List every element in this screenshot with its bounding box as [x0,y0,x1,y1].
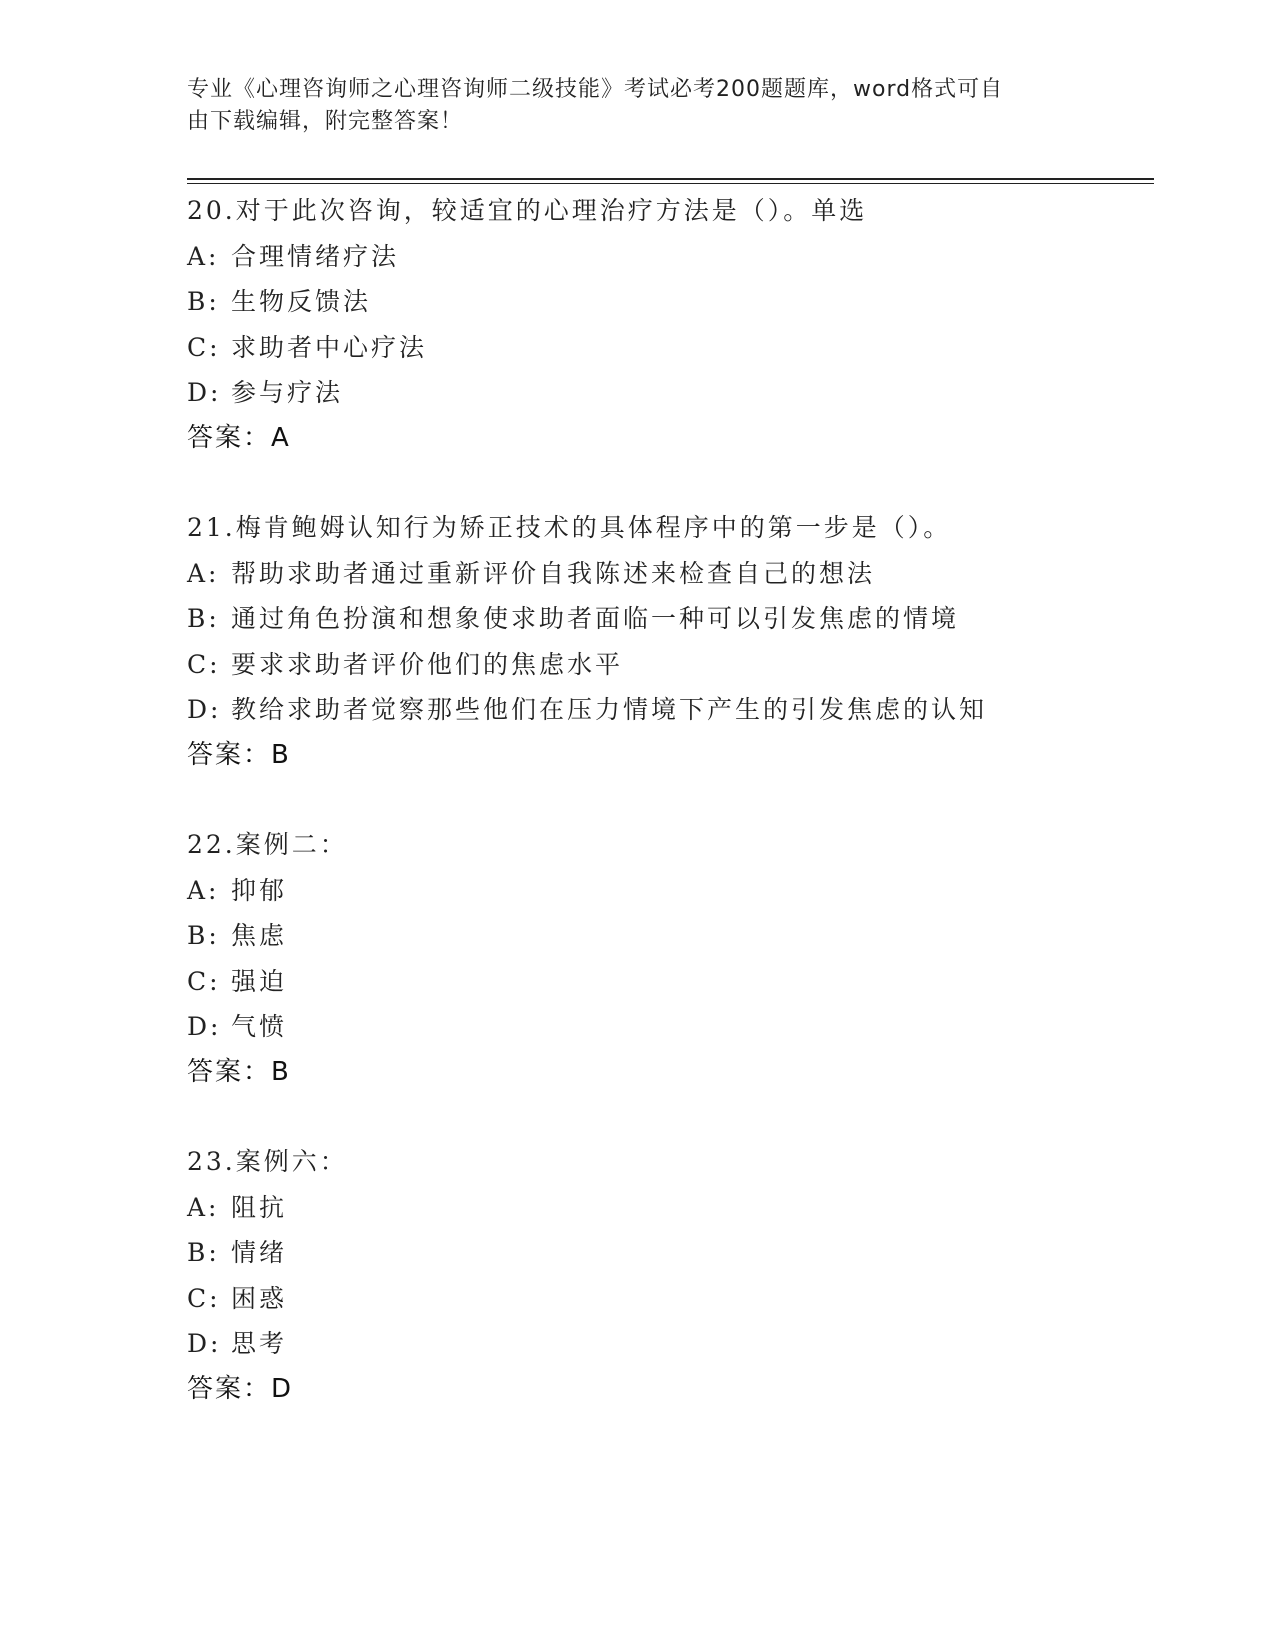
header-line-1: 专业《心理咨询师之心理咨询师二级技能》考试必考200题题库，word格式可自 [187,77,1004,102]
header-line-2: 由下载编辑，附完整答案！ [187,109,464,134]
option-text: 教给求助者觉察那些他们在压力情境下产生的引发焦虑的认知 [231,695,988,724]
option-letter: C: [187,332,221,362]
question-21 [187,505,1167,778]
answer-line: 答案：B [187,739,291,770]
header-divider-thin [187,183,1154,184]
header-divider-thick [187,178,1154,180]
option-letter: D: [187,695,222,724]
option-text: 情绪 [231,1238,288,1267]
option-text: 焦虑 [231,921,288,950]
option-letter: B: [187,1238,220,1267]
option-d [187,687,1167,733]
option-d [187,370,1167,416]
document-header [187,74,1067,138]
answer-line: 答案：A [187,422,291,453]
option-b [187,596,1167,642]
option-b [187,1230,1167,1276]
option-letter: A: [187,1192,220,1222]
option-b [187,913,1167,959]
option-text: 通过角色扮演和想象使求助者面临一种可以引发焦虑的情境 [231,604,960,633]
option-text: 抑郁 [231,875,288,905]
question-stem: 23.案例六： [187,1147,348,1176]
option-letter: A: [187,875,220,905]
option-letter: B: [187,921,220,950]
option-letter: A: [187,558,220,588]
option-letter: C: [187,1283,221,1313]
option-a [187,234,1167,280]
option-letter: D: [187,378,222,407]
answer-line: 答案：B [187,1056,291,1087]
option-text: 强迫 [231,966,288,996]
option-text: 生物反馈法 [231,287,372,316]
option-b [187,279,1167,325]
option-a [187,551,1167,597]
option-text: 合理情绪疗法 [231,241,400,271]
option-c [187,325,1167,371]
option-letter: B: [187,287,220,316]
option-letter: B: [187,604,220,633]
option-text: 思考 [231,1329,288,1358]
option-text: 困惑 [231,1283,288,1313]
option-d [187,1321,1167,1367]
option-c [187,959,1167,1005]
question-list [187,188,1167,1456]
option-letter: A: [187,241,220,271]
option-c [187,1276,1167,1322]
option-letter: C: [187,649,221,679]
question-stem: 20.对于此次咨询，较适宜的心理治疗方法是（）。单选 [187,196,868,225]
question-stem: 21.梅肯鲍姆认知行为矫正技术的具体程序中的第一步是（）。 [187,513,952,542]
option-letter: D: [187,1329,222,1358]
option-text: 参与疗法 [231,378,344,407]
option-text: 气愤 [231,1012,288,1041]
option-letter: D: [187,1012,222,1041]
option-d [187,1004,1167,1050]
option-a [187,868,1167,914]
option-letter: C: [187,966,221,996]
option-text: 阻抗 [231,1192,288,1222]
option-a [187,1185,1167,1231]
question-22 [187,822,1167,1095]
option-text: 要求求助者评价他们的焦虑水平 [231,649,624,679]
answer-line: 答案：D [187,1373,294,1404]
option-text: 求助者中心疗法 [231,332,428,362]
option-text: 帮助求助者通过重新评价自我陈述来检查自己的想法 [231,558,876,588]
question-stem: 22.案例二： [187,830,348,859]
question-20 [187,188,1167,461]
question-23 [187,1139,1167,1412]
option-c [187,642,1167,688]
